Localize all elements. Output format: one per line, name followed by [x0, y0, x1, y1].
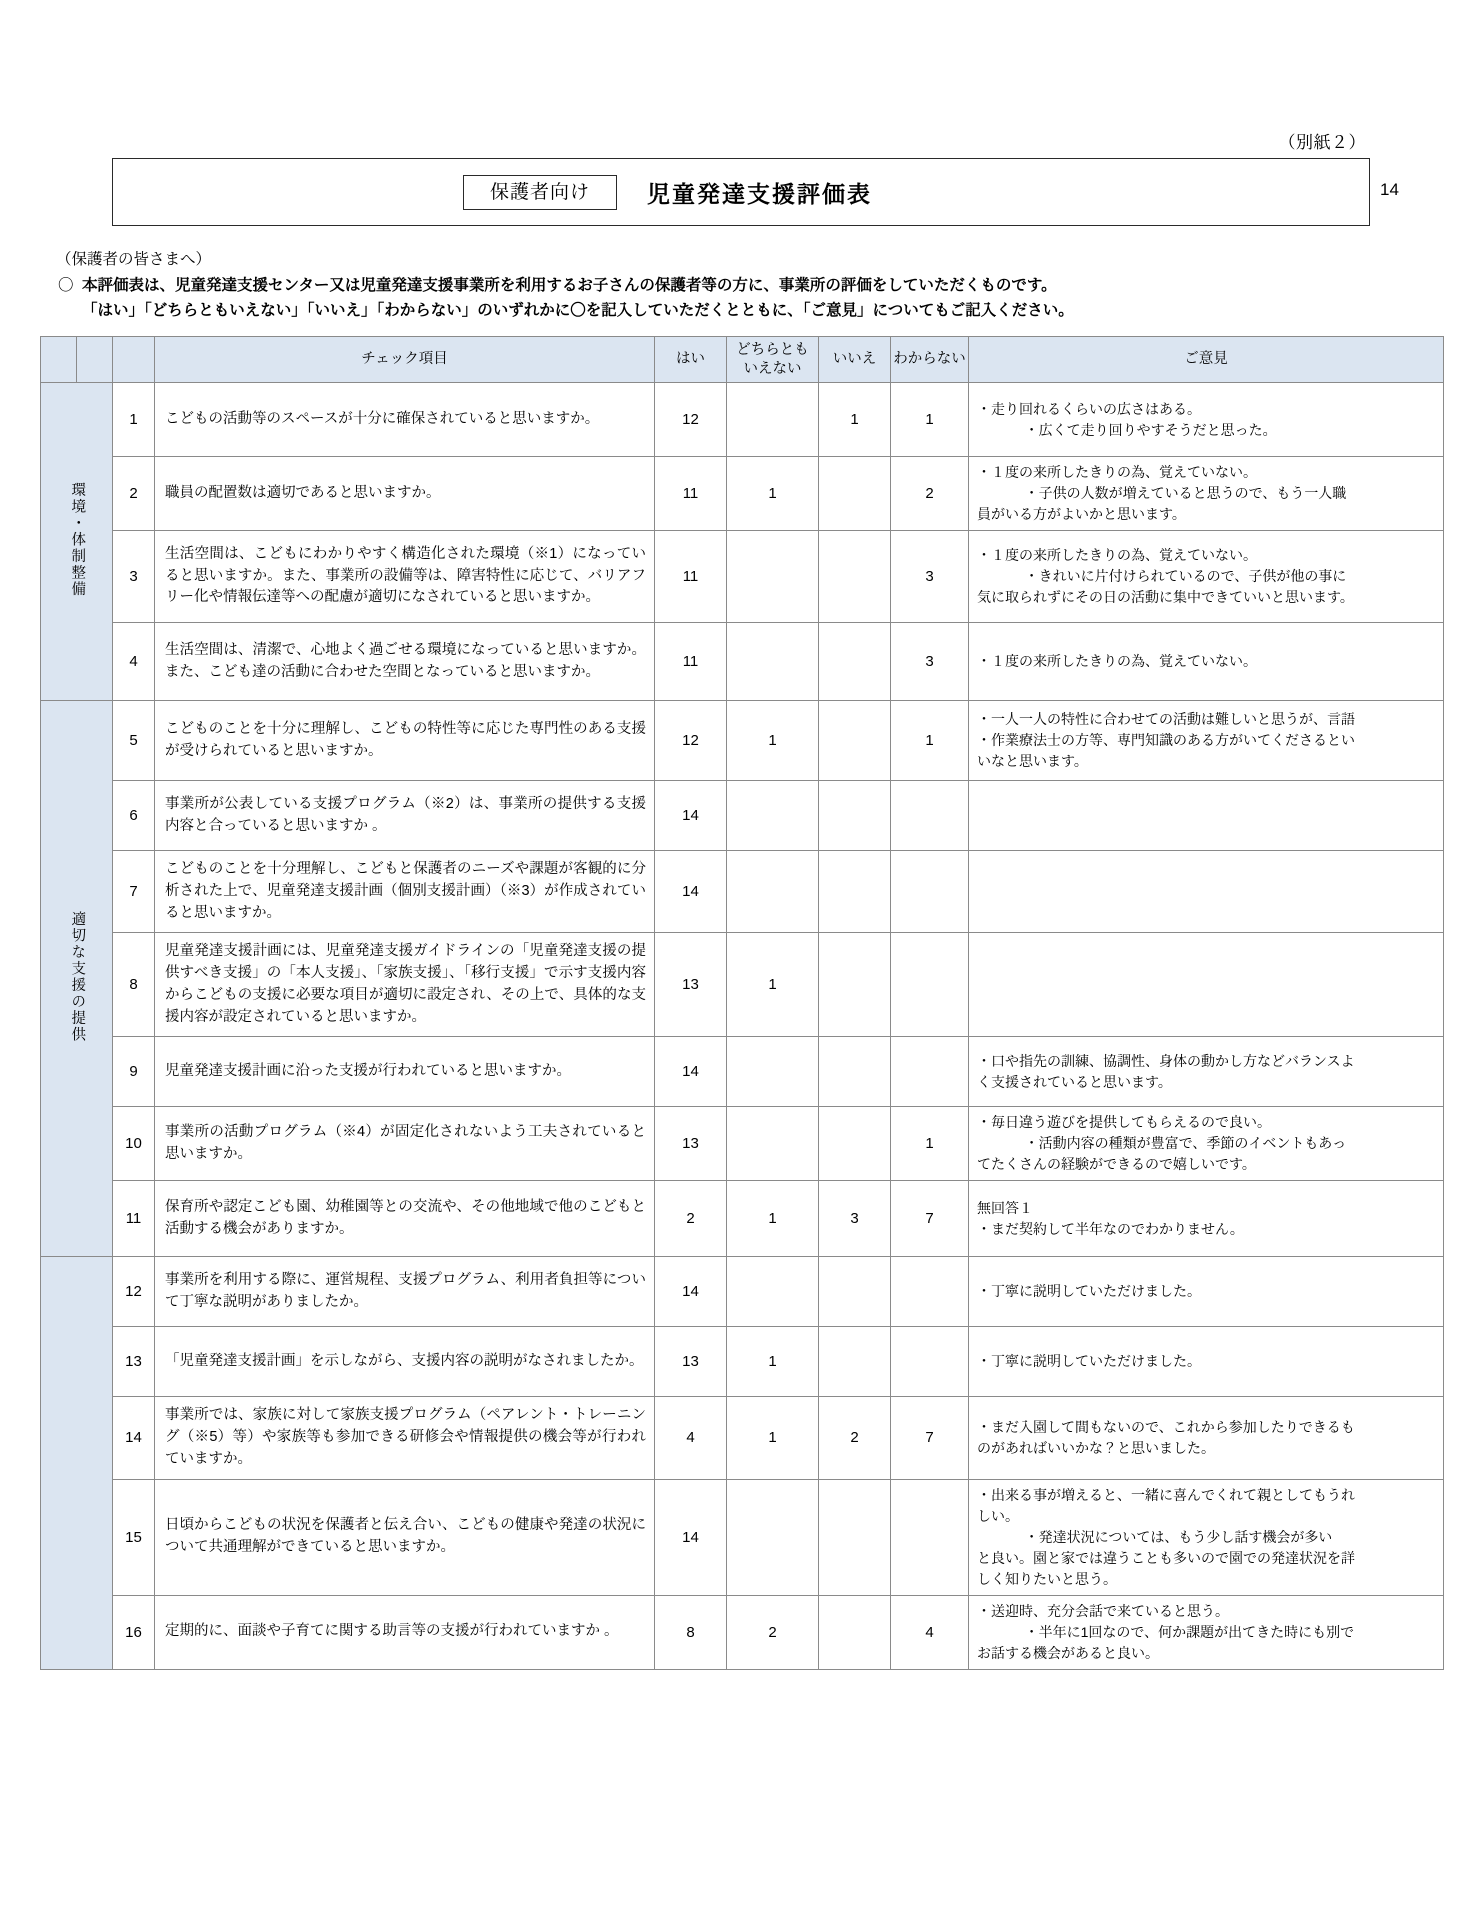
comment-line: ・子供の人数が増えていると思うので、もう一人職 — [1024, 485, 1347, 501]
paper-reference: （別紙２） — [1278, 133, 1366, 152]
table-row — [41, 1257, 1444, 1327]
check-item-text: こどものことを十分理解し、こどもと保護者のニーズや課題が客観的に分析された上で、児童発達支援計画（個別支援計画）（※3）が作成されていると思いますか。 — [155, 851, 655, 933]
row-number: 13 — [113, 1327, 155, 1397]
comment-line: ・１度の来所したきりの為、覚えていない。 — [977, 653, 1257, 669]
table-row — [41, 1595, 1444, 1669]
header-category-sub — [77, 337, 113, 383]
title-audience-tag: 保護者向け — [463, 175, 617, 210]
table-body — [41, 383, 1444, 1670]
answer-yes-count: 4 — [655, 1397, 727, 1479]
answer-yes-count: 2 — [655, 1181, 727, 1257]
intro-bullet — [56, 274, 1416, 299]
answer-neither-count: 1 — [727, 1181, 819, 1257]
comment-line: ・口や指先の訓練、協調性、身体の動かし方などバランスよ — [977, 1052, 1355, 1069]
answer-no-count — [819, 1479, 891, 1595]
check-item-text: 事業所の活動プログラム（※4）が固定化されないよう工夫されていると思いますか。 — [155, 1107, 655, 1181]
answer-neither-count — [727, 781, 819, 851]
answer-yes-count: 13 — [655, 1107, 727, 1181]
check-item-text: 「児童発達支援計画」を示しながら、支援内容の説明がなされましたか。 — [155, 1327, 655, 1397]
table-row — [41, 851, 1444, 933]
comment-line: ・半年に1回なので、何か課題が出てきた時にも別で — [1024, 1623, 1355, 1640]
answer-no-count — [819, 531, 891, 623]
comment-cell — [969, 1257, 1444, 1327]
check-item-text: 児童発達支援計画に沿った支援が行われていると思いますか。 — [155, 1037, 655, 1107]
header-neither-line1: どちらとも — [736, 341, 809, 358]
row-number: 3 — [113, 531, 155, 623]
table-row — [41, 1479, 1444, 1595]
check-item-text: 定期的に、面談や子育てに関する助言等の支援が行われていますか 。 — [155, 1595, 655, 1669]
header-neither-line2: いえない — [743, 360, 802, 377]
answer-unknown-count: 2 — [891, 457, 969, 531]
answer-yes-count: 14 — [655, 1037, 727, 1107]
table-row — [41, 531, 1444, 623]
answer-unknown-count: 1 — [891, 701, 969, 781]
answer-neither-count — [727, 1257, 819, 1327]
comment-line: 無回答１ — [977, 1199, 1033, 1216]
answer-neither-count: 1 — [727, 933, 819, 1037]
intro-block — [56, 248, 1416, 324]
answer-no-count — [819, 457, 891, 531]
check-item-text: 職員の配置数は適切であると思いますか。 — [155, 457, 655, 531]
table-row — [41, 933, 1444, 1037]
comment-line: いなと思います。 — [977, 753, 1088, 769]
answer-yes-count: 12 — [655, 383, 727, 457]
table-row — [41, 1397, 1444, 1479]
answer-neither-count — [727, 1037, 819, 1107]
answer-unknown-count — [891, 781, 969, 851]
answer-yes-count: 11 — [655, 623, 727, 701]
answer-no-count — [819, 1107, 891, 1181]
header-yes: はい — [655, 337, 727, 383]
answer-unknown-count: 1 — [891, 1107, 969, 1181]
check-item-text: こどものことを十分に理解し、こどもの特性等に応じた専門性のある支援が受けられていると思いますか。 — [155, 701, 655, 781]
category-label: 環境・体制整備 — [69, 481, 86, 598]
comment-line: ・１度の来所したきりの為、覚えていない。 — [977, 547, 1257, 563]
page-number: 14 — [1380, 180, 1399, 199]
comment-line: ・１度の来所したきりの為、覚えていない。 — [977, 464, 1257, 480]
comment-cell — [969, 1037, 1444, 1107]
comment-line: ・走り回れるくらいの広さはある。 — [977, 400, 1201, 417]
row-number: 5 — [113, 701, 155, 781]
comment-line: お話する機会があると良い。 — [977, 1644, 1159, 1661]
bullet-mark: 〇 — [58, 277, 74, 295]
row-number: 16 — [113, 1595, 155, 1669]
check-item-text: 保育所や認定こども園、幼稚園等との交流や、その他地域で他のこどもと活動する機会がありますか。 — [155, 1181, 655, 1257]
answer-unknown-count: 1 — [891, 383, 969, 457]
comment-cell — [969, 1479, 1444, 1595]
comment-line: ・広くて走り回りやすそうだと思った。 — [1024, 421, 1277, 438]
comment-cell — [969, 851, 1444, 933]
answer-no-count — [819, 1037, 891, 1107]
answer-no-count: 1 — [819, 383, 891, 457]
header-no: いいえ — [819, 337, 891, 383]
answer-unknown-count — [891, 1479, 969, 1595]
intro-lead: （保護者の皆さまへ） — [56, 251, 212, 268]
answer-neither-count: 1 — [727, 701, 819, 781]
comment-line: 員がいる方がよいかと思います。 — [977, 506, 1186, 522]
comment-cell — [969, 1327, 1444, 1397]
comment-line: 気に取られずにその日の活動に集中できていいと思います。 — [977, 589, 1354, 605]
check-item-text: 児童発達支援計画には、児童発達支援ガイドラインの「児童発達支援の提供すべき支援」の「本人支援」、「家族支援」、「移行支援」で示す支援内容からこどもの支援に必要な項目が適切に設定され、その上で、具体的な支援内容が設定されていると思いますか。 — [155, 933, 655, 1037]
row-number: 11 — [113, 1181, 155, 1257]
table-row — [41, 1181, 1444, 1257]
answer-unknown-count — [891, 933, 969, 1037]
evaluation-table — [40, 336, 1444, 1670]
answer-yes-count: 8 — [655, 1595, 727, 1669]
row-number: 4 — [113, 623, 155, 701]
table-row — [41, 457, 1444, 531]
comment-line: ・発達状況については、もう少し話す機会が多い — [1024, 1528, 1333, 1545]
check-item-text: 日頃からこどもの状況を保護者と伝え合い、こどもの健康や発達の状況について共通理解ができていると思いますか。 — [155, 1479, 655, 1595]
answer-no-count — [819, 623, 891, 701]
row-number: 7 — [113, 851, 155, 933]
row-number: 2 — [113, 457, 155, 531]
table-row — [41, 1037, 1444, 1107]
answer-no-count: 2 — [819, 1397, 891, 1479]
answer-yes-count: 14 — [655, 1479, 727, 1595]
row-number: 14 — [113, 1397, 155, 1479]
answer-unknown-count: 7 — [891, 1397, 969, 1479]
answer-no-count — [819, 1257, 891, 1327]
check-item-text: 事業所では、家族に対して家族支援プログラム（ペアレント・トレーニング（※5）等）や家族等も参加できる研修会や情報提供の機会等が行われていますか。 — [155, 1397, 655, 1479]
answer-no-count — [819, 933, 891, 1037]
comment-line: ・作業療法士の方等、専門知識のある方がいてくださるとい — [977, 732, 1355, 748]
answer-neither-count — [727, 623, 819, 701]
comment-line: と良い。園と家では違うことも多いので園での発達状況を詳 — [977, 1549, 1355, 1566]
check-item-text: 事業所が公表している支援プログラム（※2）は、事業所の提供する支援内容と合っていると思いますか 。 — [155, 781, 655, 851]
answer-unknown-count — [891, 1327, 969, 1397]
answer-no-count — [819, 1595, 891, 1669]
answer-unknown-count: 7 — [891, 1181, 969, 1257]
answer-yes-count: 11 — [655, 457, 727, 531]
comment-cell — [969, 1397, 1444, 1479]
header-unknown: わからない — [891, 337, 969, 383]
header-neither — [727, 337, 819, 383]
answer-unknown-count — [891, 851, 969, 933]
comment-cell — [969, 1181, 1444, 1257]
intro-bullet — [56, 299, 1416, 324]
table-row — [41, 701, 1444, 781]
table-row — [41, 623, 1444, 701]
comment-line: く支援されていると思います。 — [977, 1073, 1172, 1090]
answer-neither-count: 1 — [727, 457, 819, 531]
comment-line: ・まだ契約して半年なのでわかりません。 — [977, 1220, 1244, 1237]
comment-line: しい。 — [977, 1507, 1019, 1524]
row-number: 6 — [113, 781, 155, 851]
answer-neither-count: 1 — [727, 1397, 819, 1479]
header-check-item: チェック項目 — [155, 337, 655, 383]
table-row — [41, 781, 1444, 851]
answer-yes-count: 11 — [655, 531, 727, 623]
answer-yes-count: 13 — [655, 1327, 727, 1397]
page-title: 児童発達支援評価表 — [647, 180, 873, 207]
answer-neither-count — [727, 1479, 819, 1595]
header-category — [41, 337, 77, 383]
answer-unknown-count — [891, 1037, 969, 1107]
comment-line: ・送迎時、充分会話で来ていると思う。 — [977, 1602, 1229, 1619]
comment-cell — [969, 531, 1444, 623]
check-item-text: 事業所を利用する際に、運営規程、支援プログラム、利用者負担等について丁寧な説明がありましたか。 — [155, 1257, 655, 1327]
comment-line: ・一人一人の特性に合わせての活動は難しいと思うが、言語 — [977, 711, 1355, 727]
comment-line: ・活動内容の種類が豊富で、季節のイベントもあっ — [1024, 1135, 1347, 1152]
category-cell — [41, 701, 113, 1257]
comment-line: ・きれいに片付けられているので、子供が他の事に — [1024, 568, 1347, 584]
answer-unknown-count — [891, 1257, 969, 1327]
answer-neither-count — [727, 531, 819, 623]
row-number: 10 — [113, 1107, 155, 1181]
answer-neither-count: 1 — [727, 1327, 819, 1397]
answer-no-count — [819, 851, 891, 933]
answer-yes-count: 14 — [655, 1257, 727, 1327]
header-number — [113, 337, 155, 383]
comment-cell — [969, 781, 1444, 851]
answer-neither-count: 2 — [727, 1595, 819, 1669]
answer-unknown-count: 3 — [891, 623, 969, 701]
comment-line: ・出来る事が増えると、一緒に喜んでくれて親としてもうれ — [977, 1486, 1355, 1503]
answer-neither-count — [727, 383, 819, 457]
comment-cell — [969, 457, 1444, 531]
answer-neither-count — [727, 851, 819, 933]
row-number: 8 — [113, 933, 155, 1037]
answer-unknown-count: 4 — [891, 1595, 969, 1669]
row-number: 15 — [113, 1479, 155, 1595]
row-number: 1 — [113, 383, 155, 457]
comment-cell — [969, 1595, 1444, 1669]
answer-yes-count: 14 — [655, 781, 727, 851]
answer-yes-count: 13 — [655, 933, 727, 1037]
comment-cell — [969, 701, 1444, 781]
comment-line: てたくさんの経験ができるので嬉しいです。 — [977, 1156, 1256, 1173]
table-row — [41, 383, 1444, 457]
answer-unknown-count: 3 — [891, 531, 969, 623]
bullet-text: 本評価表は、児童発達支援センター又は児童発達支援事業所を利用するお子さんの保護者等の方に、事業所の評価をしていただくものです。 — [82, 277, 1057, 295]
answer-neither-count — [727, 1107, 819, 1181]
intro-bullet-list — [56, 274, 1416, 324]
answer-no-count — [819, 701, 891, 781]
row-number: 9 — [113, 1037, 155, 1107]
answer-no-count — [819, 781, 891, 851]
category-label: 適切な支援の提供 — [69, 910, 86, 1043]
comment-cell — [969, 623, 1444, 701]
comment-cell — [969, 933, 1444, 1037]
answer-yes-count: 14 — [655, 851, 727, 933]
comment-cell — [969, 383, 1444, 457]
table-header-row — [41, 337, 1444, 383]
category-cell — [41, 383, 113, 701]
title-box — [112, 158, 1370, 226]
comment-line: しく知りたいと思う。 — [977, 1570, 1117, 1587]
check-item-text: 生活空間は、こどもにわかりやすく構造化された環境（※1）になっていると思いますか。また、事業所の設備等は、障害特性に応じて、バリアフリー化や情報伝達等への配慮が適切になされていると思いますか。 — [155, 531, 655, 623]
check-item-text: 生活空間は、清潔で、心地よく過ごせる環境になっていると思いますか。また、こども達の活動に合わせた空間となっていると思いますか。 — [155, 623, 655, 701]
table-row — [41, 1327, 1444, 1397]
bullet-text: 「はい」「どちらともいえない」「いいえ」「わからない」のいずれかに〇を記入していただくとともに、「ご意見」についてもご記入ください。 — [82, 301, 1074, 319]
table-row — [41, 1107, 1444, 1181]
check-item-text: こどもの活動等のスペースが十分に確保されていると思いますか。 — [155, 383, 655, 457]
answer-no-count — [819, 1327, 891, 1397]
comment-line: ・まだ入園して間もないので、これから参加したりできるも — [977, 1418, 1355, 1435]
category-cell — [41, 1257, 113, 1669]
answer-yes-count: 12 — [655, 701, 727, 781]
comment-line: ・丁寧に説明していただけました。 — [977, 1283, 1201, 1300]
comment-line: ・丁寧に説明していただけました。 — [977, 1353, 1201, 1370]
comment-cell — [969, 1107, 1444, 1181]
header-comment: ご意見 — [969, 337, 1444, 383]
row-number: 12 — [113, 1257, 155, 1327]
answer-no-count: 3 — [819, 1181, 891, 1257]
comment-line: のがあればいいかな？と思いました。 — [977, 1439, 1215, 1456]
comment-line: ・毎日違う遊びを提供してもらえるので良い。 — [977, 1114, 1271, 1131]
